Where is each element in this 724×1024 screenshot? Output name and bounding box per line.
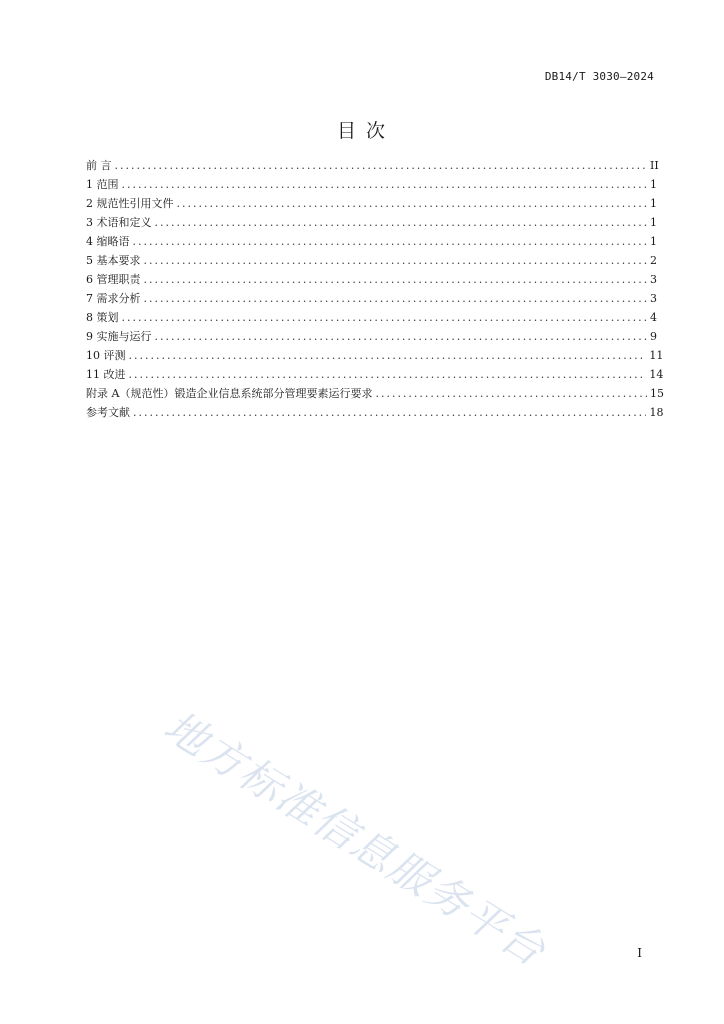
toc-label: 5 基本要求 [86, 254, 141, 267]
toc-page: 3 [650, 273, 657, 286]
toc-entry[interactable] [86, 327, 656, 346]
table-of-contents [86, 156, 664, 422]
toc-entry[interactable] [86, 251, 656, 270]
leader-dots [155, 327, 648, 346]
toc-label: 4 缩略语 [86, 235, 130, 248]
toc-label: 1 范围 [86, 178, 119, 191]
toc-label: 3 术语和定义 [86, 216, 152, 229]
toc-page: 18 [649, 406, 664, 419]
leader-dots [122, 308, 648, 327]
toc-label: 前 言 [86, 159, 112, 172]
toc-entry[interactable] [86, 156, 659, 175]
toc-entry[interactable] [86, 194, 656, 213]
toc-page: 2 [650, 254, 657, 267]
toc-label: 8 策划 [86, 311, 119, 324]
toc-page: 1 [650, 235, 657, 248]
toc-entry[interactable] [86, 270, 656, 289]
toc-label: 7 需求分析 [86, 292, 141, 305]
leader-dots [375, 384, 647, 403]
leader-dots [129, 365, 647, 384]
leader-dots [122, 175, 648, 194]
leader-dots [144, 251, 648, 270]
toc-page: 3 [650, 292, 657, 305]
toc-page: II [650, 159, 659, 172]
page-title: 目 次 [336, 120, 388, 142]
toc-label: 9 实施与运行 [86, 330, 152, 343]
toc-entry[interactable] [86, 346, 664, 365]
toc-page: 14 [649, 368, 664, 381]
toc-entry[interactable] [86, 175, 656, 194]
toc-entry[interactable] [86, 232, 656, 251]
leader-dots [155, 213, 648, 232]
leader-dots [133, 403, 646, 422]
toc-page: 1 [650, 178, 657, 191]
toc-label: 2 规范性引用文件 [86, 197, 174, 210]
toc-label: 6 管理职责 [86, 273, 141, 286]
toc-page: 4 [650, 311, 657, 324]
toc-page: 11 [649, 349, 664, 362]
leader-dots [177, 194, 648, 213]
leader-dots [129, 346, 647, 365]
toc-page: 1 [650, 216, 657, 229]
leader-dots [115, 156, 648, 175]
toc-page: 15 [650, 387, 664, 400]
toc-page: 9 [650, 330, 657, 343]
toc-label: 附录 A（规范性）锻造企业信息系统部分管理要素运行要求 [86, 387, 373, 400]
leader-dots [144, 289, 648, 308]
leader-dots [133, 232, 648, 251]
watermark: 地方标准信息服务平台 [155, 701, 555, 977]
toc-label: 10 评测 [86, 349, 126, 362]
toc-entry[interactable] [86, 365, 664, 384]
toc-entry[interactable] [86, 289, 656, 308]
page-number: I [637, 946, 642, 960]
toc-label: 参考文献 [86, 406, 130, 419]
toc-entry[interactable] [86, 384, 664, 403]
toc-page: 1 [650, 197, 657, 210]
leader-dots [144, 270, 648, 289]
toc-entry[interactable] [86, 403, 664, 422]
toc-entry[interactable] [86, 308, 656, 327]
toc-label: 11 改进 [86, 368, 126, 381]
toc-entry[interactable] [86, 213, 656, 232]
document-id: DB14/T 3030—2024 [544, 70, 654, 83]
